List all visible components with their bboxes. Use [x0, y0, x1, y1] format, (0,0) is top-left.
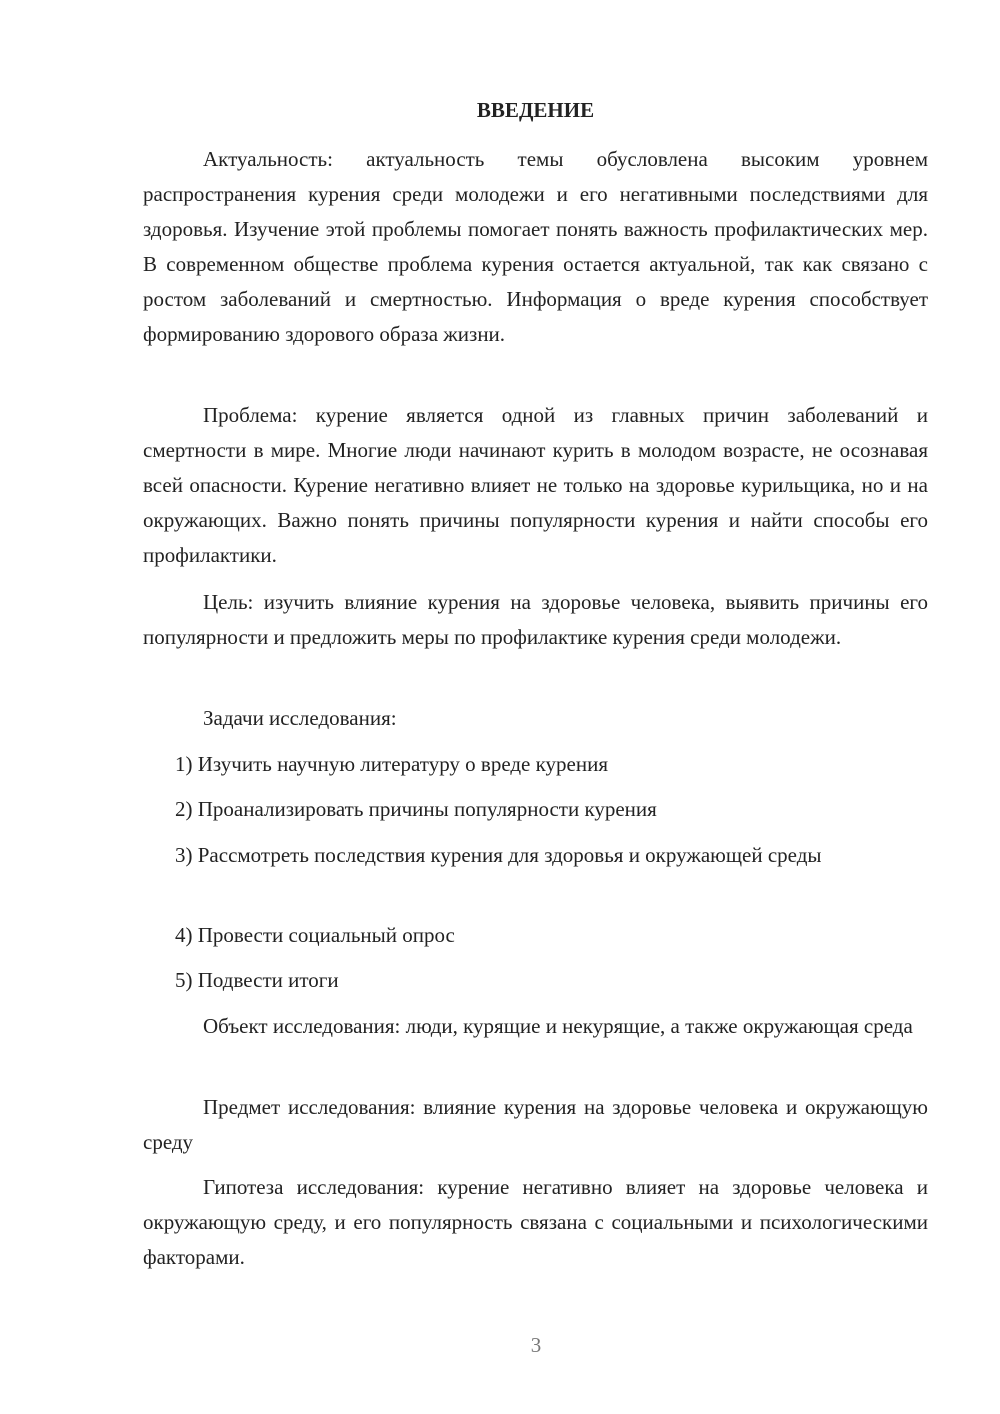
page-number: 3	[530, 1333, 542, 1357]
task-list-item: 4) Провести социальный опрос	[175, 923, 455, 947]
paragraph-hypothesis: Гипотеза исследования: курение негативно влияет на здоровье человека и окружающую среду, и его популярность связана с социальными и психологическими факторами.	[143, 1175, 928, 1269]
task-list-item: 2) Проанализировать причины популярности курения	[175, 797, 657, 821]
task-list-item: 5) Подвести итоги	[175, 968, 339, 992]
section-title: ВВЕДЕНИЕ	[476, 98, 595, 122]
paragraph-problem: Проблема: курение является одной из главных причин заболеваний и смертности в мире. Многие люди начинают курить в молодом возрасте, не осознавая всей опасности. Курение негативно влияет не только на здоровье курильщика, но и на окружающих. Важно понять причины популярности курения и найти способы его профилактики.	[143, 403, 928, 567]
paragraph-goal: Цель: изучить влияние курения на здоровье человека, выявить причины его популярности и предложить меры по профилактике курения среди молодежи.	[143, 590, 928, 649]
task-list-item: 3) Рассмотреть последствия курения для здоровья и окружающей среды	[175, 843, 822, 867]
task-list-item: 1) Изучить научную литературу о вреде курения	[175, 752, 608, 776]
paragraph-object: Объект исследования: люди, курящие и некурящие, а также окружающая среда	[203, 1014, 913, 1038]
paragraph-subject: Предмет исследования: влияние курения на здоровье человека и окружающую среду	[143, 1095, 928, 1154]
paragraph-relevance: Актуальность: актуальность темы обусловлена высоким уровнем распространения курения среди молодежи и его негативными последствиями для здоровья. Изучение этой проблемы помогает понять важность профилактических мер. В современном обществе проблема курения остается актуальной, так как связано с ростом заболеваний и смертностью. Информация о вреде курения способствует формированию здорового образа жизни.	[143, 147, 928, 346]
paragraph-tasks-heading: Задачи исследования:	[203, 706, 397, 730]
